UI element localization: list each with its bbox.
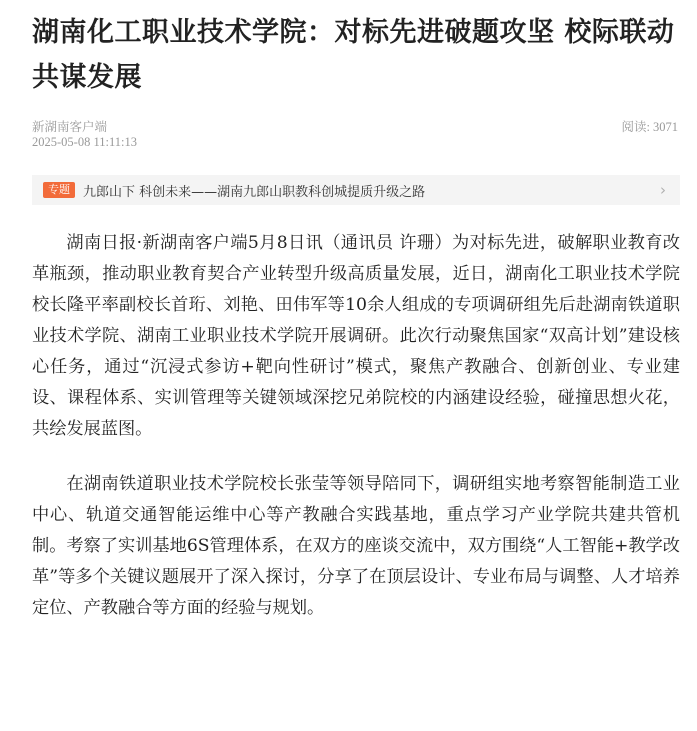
topic-title[interactable]: 九郎山下 科创未来——湖南九郎山职教科创城提质升级之路 [83,184,426,200]
article-paragraph: 湖南日报·新湖南客户端5月8日讯（通讯员 许珊）为对标先进，破解职业教育改革瓶颈，推动职业教育契合产业转型升级高质量发展，近日，湖南化工职业技术学院校长隆平率副校长首珩、刘艳、田伟军等10余人组成的专项调研组先后赴湖南铁道职业技术学院、湖南工业职业技术学院开展调研。此次行动聚焦国家“双高计划”建设核心任务，通过“沉浸式参访+靶向性研讨”模式，聚焦产教融合、创新创业、专业建设、课程体系、实训管理等关键领域深挖兄弟院校的内涵建设经验，碰撞思想火花，共绘发展蓝图。 [32,233,680,439]
view-count-label: 阅读: [621,120,650,134]
article-paragraph: 在湖南铁道职业技术学院校长张莹等领导陪同下，调研组实地考察智能制造工业中心、轨道交通智能运维中心等产教融合实践基地，重点学习产业学院共建共管机制。考察了实训基地6S管理体系，在双方的座谈交流中，双方围绕“人工智能+教学改革”等多个关键议题展开了深入探讨，分享了在顶层设计、专业布局与调整、人才培养定位、产教融合等方面的经验与规划。 [32,474,680,618]
topic-link-bar[interactable] [32,175,680,205]
view-count-value: 3071 [653,120,678,134]
article [32,0,680,648]
chevron-right-icon[interactable]: › [660,181,666,199]
article-time: 2025-05-08 11:11:13 [32,135,137,149]
article-title: 湖南化工职业技术学院：对标先进破题攻坚 校际联动共谋发展 [32,17,675,93]
view-count [622,117,678,135]
article-source: 新湖南客户端 [32,120,108,134]
article-body [32,228,680,624]
topic-badge: 专题 [43,182,75,198]
article-meta [32,117,680,161]
